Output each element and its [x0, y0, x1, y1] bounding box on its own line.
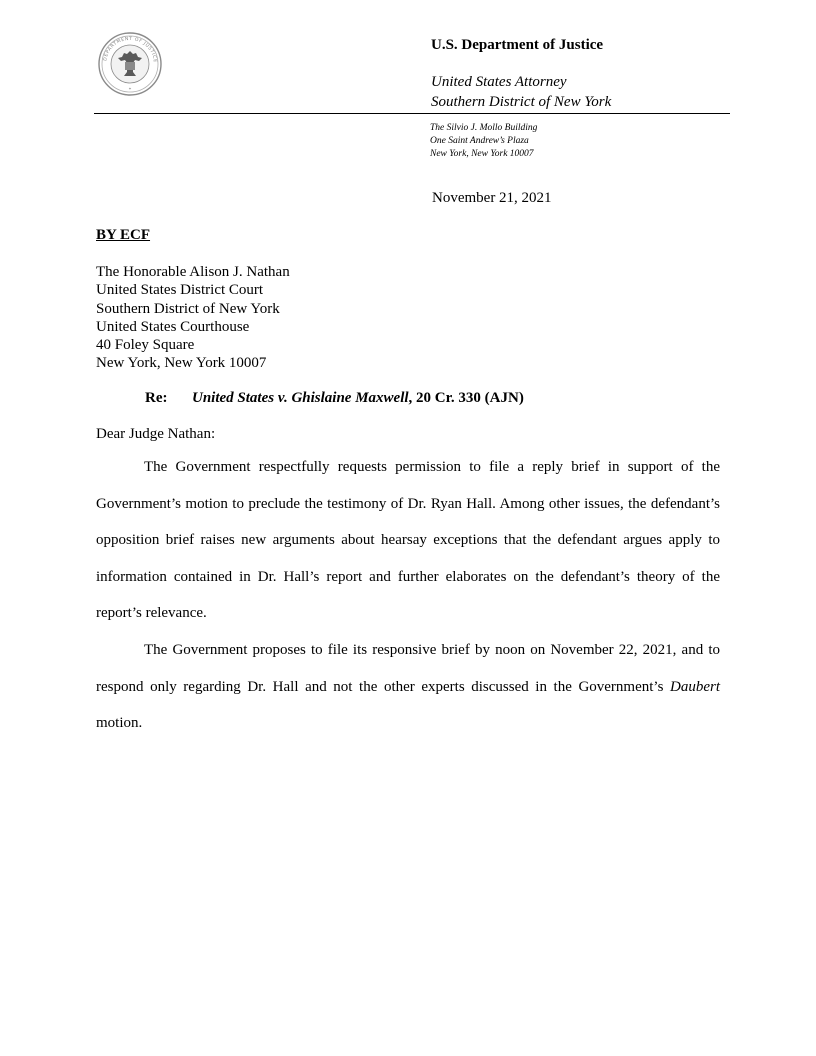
office-district: Southern District of New York — [431, 94, 612, 110]
address-line: New York, New York 10007 — [430, 149, 534, 159]
doj-seal — [94, 32, 166, 96]
case-name: United States v. Ghislaine Maxwell — [192, 390, 409, 406]
department-name: U.S. Department of Justice — [431, 37, 604, 53]
seal-shield — [125, 62, 135, 70]
body-paragraph-2 — [96, 632, 720, 742]
letterhead-divider — [94, 113, 730, 114]
re-label: Re: — [145, 390, 168, 406]
delivery-method: BY ECF — [96, 227, 151, 243]
addressee-line: 40 Foley Square — [96, 337, 195, 354]
paragraph-2-end: motion. — [96, 715, 143, 732]
office-address — [430, 122, 537, 161]
paragraph-2-text: The Government proposes to file its responsive brief by noon on November 22, 2021, and to respond only regarding Dr. Hall and not the other experts discussed in the Government’s — [96, 642, 720, 695]
seal-ring-text: DEPARTMENT OF JUSTICE — [103, 36, 158, 64]
body-paragraph-1: The Government respectfully requests permission to file a reply brief in support of the Government’s motion to preclude the testimony of Dr. Ryan Hall. Among other issues, the defendant’s opposition brief raises new arguments about hearsay exceptions that the defendant argues apply to information contained in Dr. Hall’s report and further elaborates on the defendant’s theory of the report’s relevance. — [96, 459, 720, 622]
addressee-line: New York, New York 10007 — [96, 355, 267, 372]
salutation: Dear Judge Nathan: — [96, 426, 216, 442]
addressee-line: The Honorable Alison J. Nathan — [96, 264, 290, 280]
doj-seal-icon — [94, 32, 166, 96]
daubert-term: Daubert — [670, 678, 720, 695]
address-line: The Silvio J. Mollo Building — [430, 123, 538, 133]
letterhead — [431, 36, 731, 112]
office-title: United States Attorney — [431, 74, 567, 90]
office-block — [431, 72, 731, 112]
addressee-line: United States District Court — [96, 282, 264, 299]
case-number: , 20 Cr. 330 (AJN) — [408, 390, 524, 406]
addressee-line: Southern District of New York — [96, 300, 280, 317]
addressee-line: United States Courthouse — [96, 318, 250, 335]
address-line: One Saint Andrew’s Plaza — [430, 136, 529, 146]
addressee-block — [96, 263, 290, 373]
letter-date: November 21, 2021 — [432, 190, 552, 206]
svg-text:✦: ✦ — [128, 86, 132, 91]
re-line — [145, 388, 524, 408]
